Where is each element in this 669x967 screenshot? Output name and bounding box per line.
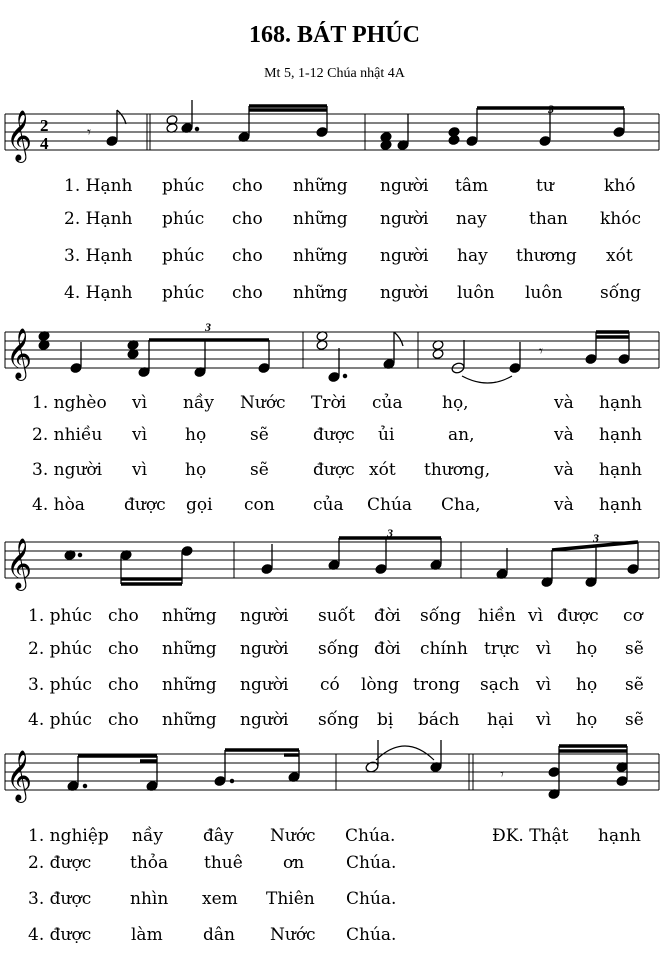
lyric-syllable: sống xyxy=(420,606,461,626)
lyric-syllable: có xyxy=(320,675,340,695)
lyric-line xyxy=(0,209,669,235)
lyric-syllable: người xyxy=(380,209,429,229)
lyric-line xyxy=(0,853,669,879)
lyric-syllable: 4. Hạnh xyxy=(64,283,133,303)
lyric-syllable: sẽ xyxy=(625,675,644,695)
lyric-line xyxy=(0,246,669,272)
lyric-syllable: khóc xyxy=(600,209,642,229)
lyric-syllable: 4. phúc xyxy=(28,710,92,730)
lyric-syllable: cho xyxy=(232,246,263,266)
music-staff xyxy=(0,318,669,390)
lyric-syllable: trong xyxy=(413,675,461,695)
lyric-syllable: cho xyxy=(232,176,263,196)
lyric-syllable: những xyxy=(293,246,348,266)
lyric-syllable: Nước xyxy=(270,925,316,945)
lyric-syllable: vì xyxy=(132,425,148,445)
lyric-syllable: họ xyxy=(185,460,207,480)
lyric-syllable: sạch xyxy=(480,675,520,695)
lyric-syllable: sẽ xyxy=(625,639,644,659)
lyric-syllable: của xyxy=(372,393,403,413)
lyric-line xyxy=(0,675,669,701)
lyric-syllable: xót xyxy=(606,246,633,266)
lyric-syllable: Thiên xyxy=(266,889,315,909)
lyric-syllable: chính xyxy=(420,639,468,659)
lyric-syllable: luôn xyxy=(457,283,495,303)
lyric-syllable: 3. được xyxy=(28,889,92,909)
treble-clef-icon: 𝄞 xyxy=(6,750,33,801)
lyric-syllable: những xyxy=(162,606,217,626)
lyric-syllable: Trời xyxy=(311,393,347,413)
lyric-syllable: khó xyxy=(604,176,636,196)
lyric-syllable: vì xyxy=(132,460,148,480)
lyric-syllable: những xyxy=(293,176,348,196)
lyric-syllable: Nước xyxy=(270,826,316,846)
lyric-syllable: người xyxy=(380,246,429,266)
lyric-syllable: ơn xyxy=(283,853,305,873)
lyric-syllable: 2. phúc xyxy=(28,639,92,659)
lyric-syllable: 2. nhiều xyxy=(32,425,103,445)
lyric-syllable: nầy xyxy=(132,826,163,846)
triplet-marker: 3 xyxy=(205,319,211,334)
treble-clef-icon: 𝄞 xyxy=(6,538,33,589)
lyric-syllable: hạnh xyxy=(599,460,642,480)
lyric-syllable: nhìn xyxy=(130,889,169,909)
lyric-syllable: đời xyxy=(374,639,401,659)
lyric-syllable: vì xyxy=(132,393,148,413)
lyric-syllable: và xyxy=(554,495,574,515)
lyric-syllable: sẽ xyxy=(250,460,269,480)
lyric-syllable: và xyxy=(554,460,574,480)
lyric-syllable: Chúa. xyxy=(346,925,397,945)
lyric-syllable: họ xyxy=(185,425,207,445)
song-title: 168. BÁT PHÚC xyxy=(249,22,420,48)
lyric-syllable: bách xyxy=(418,710,460,730)
triplet-marker: 3 xyxy=(548,101,554,116)
lyric-syllable: con xyxy=(244,495,275,515)
lyric-syllable: Chúa. xyxy=(345,826,396,846)
lyric-syllable: sẽ xyxy=(250,425,269,445)
lyric-syllable: vì xyxy=(528,606,544,626)
svg-text:𝄾: 𝄾 xyxy=(539,342,543,360)
lyric-syllable: những xyxy=(162,675,217,695)
lyric-syllable: trực xyxy=(484,639,520,659)
lyric-syllable: 2. Hạnh xyxy=(64,209,133,229)
lyric-syllable: 3. Hạnh xyxy=(64,246,133,266)
lyric-syllable: sống xyxy=(318,639,359,659)
lyric-syllable: sẽ xyxy=(625,710,644,730)
lyric-syllable: vì xyxy=(536,710,552,730)
lyric-syllable: an, xyxy=(448,425,475,445)
lyric-syllable: hay xyxy=(457,246,488,266)
lyric-syllable: người xyxy=(380,283,429,303)
lyric-syllable: 4. được xyxy=(28,925,92,945)
lyric-syllable: phúc xyxy=(162,209,205,229)
music-staff xyxy=(0,100,669,170)
lyric-syllable: được xyxy=(124,495,166,515)
lyric-syllable: những xyxy=(162,710,217,730)
lyric-syllable: được xyxy=(313,425,355,445)
lyric-syllable: dân xyxy=(203,925,235,945)
lyric-syllable: 3. người xyxy=(32,460,103,480)
lyric-syllable: lòng xyxy=(361,675,399,695)
lyric-line xyxy=(0,889,669,915)
lyric-syllable: hạnh xyxy=(599,393,642,413)
lyric-syllable: họ, xyxy=(442,393,469,413)
lyric-syllable: ĐK. Thật xyxy=(492,826,569,846)
lyric-syllable: vì xyxy=(536,675,552,695)
time-signature-top: 2 xyxy=(40,116,49,135)
lyric-syllable: người xyxy=(240,675,289,695)
lyric-syllable: xót xyxy=(369,460,396,480)
lyric-syllable: cơ xyxy=(623,606,643,626)
lyric-syllable: cho xyxy=(232,209,263,229)
treble-clef-icon: 𝄞 xyxy=(6,110,33,161)
lyric-syllable: những xyxy=(293,283,348,303)
lyric-line xyxy=(0,606,669,632)
lyric-line xyxy=(0,283,669,309)
lyric-syllable: hiền xyxy=(478,606,516,626)
lyric-syllable: bị xyxy=(377,710,394,730)
lyric-syllable: nay xyxy=(456,209,487,229)
lyric-line xyxy=(0,925,669,951)
lyric-syllable: cho xyxy=(232,283,263,303)
lyric-line xyxy=(0,710,669,736)
lyric-syllable: 4. hòa xyxy=(32,495,85,515)
lyric-syllable: sống xyxy=(318,710,359,730)
lyric-syllable: làm xyxy=(131,925,163,945)
lyric-syllable: và xyxy=(554,393,574,413)
lyric-syllable: 2. được xyxy=(28,853,92,873)
lyric-syllable: 1. phúc xyxy=(28,606,92,626)
svg-text:𝄾: 𝄾 xyxy=(87,123,91,141)
lyric-syllable: tư xyxy=(536,176,554,196)
lyric-syllable: phúc xyxy=(162,176,205,196)
lyric-line xyxy=(0,826,669,852)
lyric-syllable: tâm xyxy=(455,176,489,196)
lyric-syllable: 1. nghèo xyxy=(32,393,107,413)
lyric-syllable: phúc xyxy=(162,283,205,303)
lyric-syllable: những xyxy=(162,639,217,659)
lyric-line xyxy=(0,393,669,419)
lyric-syllable: họ xyxy=(576,710,598,730)
treble-clef-icon: 𝄞 xyxy=(6,328,33,379)
lyric-syllable: thuê xyxy=(204,853,243,873)
lyric-syllable: suốt xyxy=(318,606,355,626)
song-subtitle: Mt 5, 1-12 Chúa nhật 4A xyxy=(264,66,405,81)
lyric-syllable: hại xyxy=(487,710,514,730)
lyric-syllable: đời xyxy=(374,606,401,626)
lyric-syllable: vì xyxy=(536,639,552,659)
lyric-syllable: và xyxy=(554,425,574,445)
lyric-syllable: thương xyxy=(516,246,577,266)
lyric-syllable: phúc xyxy=(162,246,205,266)
lyric-syllable: than xyxy=(529,209,568,229)
lyric-syllable: người xyxy=(380,176,429,196)
lyric-syllable: Chúa xyxy=(367,495,413,515)
lyric-syllable: 1. nghiệp xyxy=(28,826,109,846)
lyric-syllable: đây xyxy=(203,826,234,846)
lyric-syllable: hạnh xyxy=(599,425,642,445)
lyric-syllable: 3. phúc xyxy=(28,675,92,695)
lyric-syllable: cho xyxy=(108,606,139,626)
lyric-line xyxy=(0,176,669,202)
lyric-syllable: 1. Hạnh xyxy=(64,176,133,196)
lyric-syllable: cho xyxy=(108,710,139,730)
lyric-syllable: Nước xyxy=(240,393,286,413)
lyric-syllable: ủi xyxy=(378,425,395,445)
lyric-syllable: được xyxy=(557,606,599,626)
lyric-line xyxy=(0,425,669,451)
lyric-syllable: cho xyxy=(108,639,139,659)
lyric-syllable: thỏa xyxy=(130,853,169,873)
lyric-syllable: Chúa. xyxy=(346,853,397,873)
lyric-syllable: Chúa. xyxy=(346,889,397,909)
lyric-syllable: hạnh xyxy=(598,826,641,846)
lyric-syllable: cho xyxy=(108,675,139,695)
lyric-syllable: người xyxy=(240,639,289,659)
lyric-line xyxy=(0,639,669,665)
lyric-syllable: hạnh xyxy=(599,495,642,515)
triplet-marker: 3 xyxy=(387,528,393,540)
music-staff xyxy=(0,528,669,598)
lyric-syllable: người xyxy=(240,710,289,730)
lyric-syllable: luôn xyxy=(525,283,563,303)
lyric-syllable: của xyxy=(313,495,344,515)
lyric-line xyxy=(0,460,669,486)
lyric-syllable: họ xyxy=(576,675,598,695)
lyric-syllable: nầy xyxy=(183,393,214,413)
lyric-line xyxy=(0,495,669,521)
lyric-syllable: sống xyxy=(600,283,641,303)
lyric-syllable: được xyxy=(313,460,355,480)
lyric-syllable: gọi xyxy=(186,495,213,515)
triplet-marker: 3 xyxy=(593,530,599,545)
lyric-syllable: người xyxy=(240,606,289,626)
svg-text:𝄾: 𝄾 xyxy=(500,765,504,783)
lyric-syllable: thương, xyxy=(424,460,491,480)
lyric-syllable: những xyxy=(293,209,348,229)
music-staff xyxy=(0,740,669,812)
lyric-syllable: Cha, xyxy=(441,495,481,515)
lyric-syllable: họ xyxy=(576,639,598,659)
lyric-syllable: xem xyxy=(202,889,238,909)
time-signature-bottom: 4 xyxy=(40,134,49,153)
